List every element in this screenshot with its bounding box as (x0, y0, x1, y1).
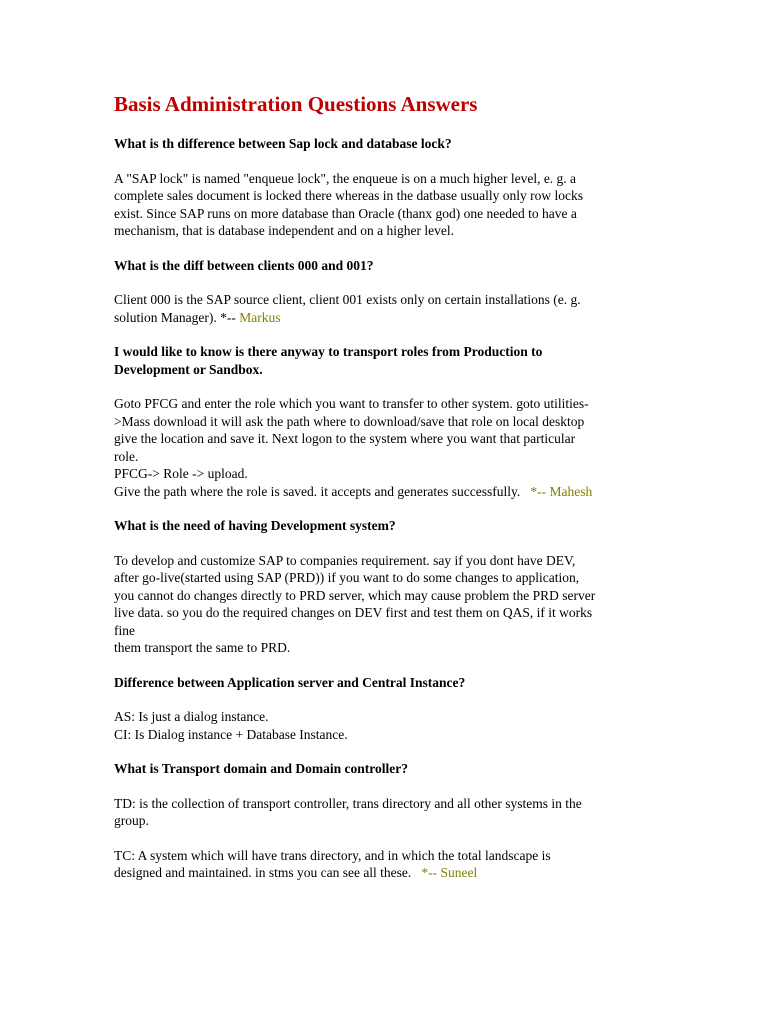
qa-item-sap-lock (114, 135, 668, 240)
answer-line: TD: is the collection of transport controller, trans directory and all other systems in the (114, 795, 582, 811)
answer-line: Goto PFCG and enter the role which you want to transfer to other system. goto utilities- (114, 396, 589, 411)
answer (114, 170, 668, 240)
answer (114, 795, 668, 882)
answer-text: designed and maintained. in stms you can see all these. (114, 865, 422, 880)
question: What is Transport domain and Domain controller? (114, 761, 409, 776)
answer-line: TC: A system which will have trans directory, and in which the total landscape is (114, 847, 551, 863)
answer-line: role. (114, 448, 139, 464)
qa-item-app-server-ci (114, 674, 668, 744)
qa-item-transport-roles (114, 343, 668, 500)
answer-line: exist. Since SAP runs on more database than Oracle (thanx god) one needed to have a (114, 205, 577, 221)
question-line: Development or Sandbox. (114, 361, 263, 377)
question: What is th difference between Sap lock and database lock? (114, 136, 452, 151)
answer-line (114, 483, 668, 501)
answer-line: >Mass download it will ask the path where to download/save that role on local desktop (114, 413, 585, 429)
answer (114, 395, 668, 500)
author-credit: *-- Mahesh (530, 483, 593, 499)
author-credit: Markus (239, 309, 281, 325)
answer-line: A "SAP lock" is named "enqueue lock", the enqueue is on a much higher level, e. g. a (114, 170, 577, 186)
paragraph-gap (114, 830, 668, 847)
answer-line: AS: Is just a dialog instance. (114, 709, 269, 724)
page-title: Basis Administration Questions Answers (114, 92, 478, 116)
answer (114, 291, 668, 326)
answer-line: them transport the same to PRD. (114, 640, 291, 655)
answer-line: fine (114, 622, 135, 638)
answer (114, 708, 668, 743)
qa-item-clients (114, 257, 668, 327)
answer (114, 552, 668, 657)
question: Difference between Application server and Central Instance? (114, 674, 466, 690)
answer-line (114, 864, 668, 882)
qa-item-development-system (114, 517, 668, 657)
answer-line: Client 000 is the SAP source client, client 001 exists only on certain installations (e. g. (114, 292, 581, 307)
answer-line: PFCG-> Role -> upload. (114, 466, 248, 481)
answer-text: Give the path where the role is saved. it accepts and generates successfully. (114, 483, 531, 499)
answer-line: mechanism, that is database independent and on a higher level. (114, 223, 455, 238)
answer-line: To develop and customize SAP to companies requirement. say if you dont have DEV, (114, 552, 576, 568)
answer-line: CI: Is Dialog instance + Database Instance. (114, 726, 348, 742)
answer-line: group. (114, 813, 149, 828)
answer-line: give the location and save it. Next logon to the system where you want that particular (114, 431, 576, 446)
answer-line: live data. so you do the required changes on DEV first and test them on QAS, if it works (114, 605, 593, 620)
question-line: I would like to know is there anyway to transport roles from Production to (114, 344, 543, 359)
answer-line (114, 309, 668, 327)
question (114, 343, 668, 378)
author-credit: *-- Suneel (421, 865, 478, 880)
answer-line: complete sales document is locked there whereas in the datbase usually only row locks (114, 188, 583, 203)
question: What is the diff between clients 000 and 001? (114, 257, 374, 273)
answer-line: you cannot do changes directly to PRD server, which may cause problem the PRD server (114, 587, 596, 603)
qa-item-transport-domain (114, 760, 668, 882)
answer-line: after go-live(started using SAP (PRD)) if you want to do some changes to application, (114, 570, 580, 585)
question: What is the need of having Development system? (114, 518, 396, 533)
answer-text: solution Manager). *-- (114, 309, 240, 325)
